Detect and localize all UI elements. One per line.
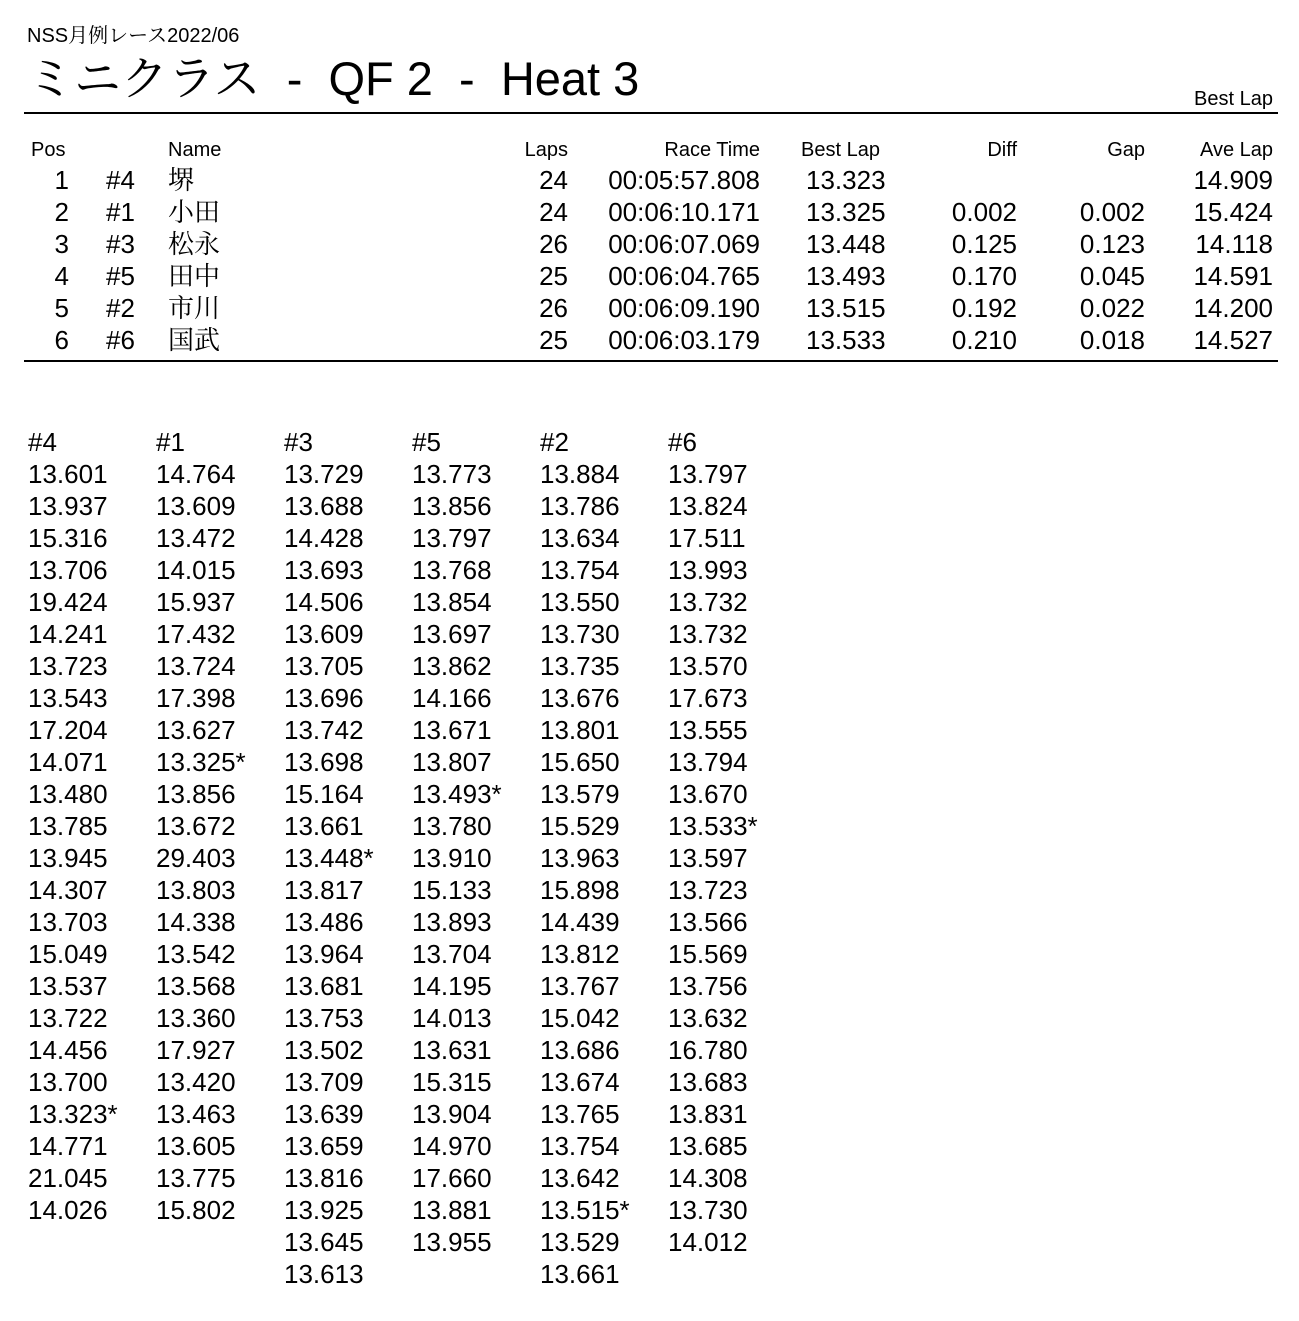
lap-time: 13.597 bbox=[668, 843, 748, 873]
result-best-lap: 13.325 bbox=[806, 197, 886, 227]
lap-time: 13.550 bbox=[540, 587, 620, 617]
results-header-row bbox=[0, 136, 1299, 164]
lap-time: 13.824 bbox=[668, 491, 748, 521]
lap-time: 13.683 bbox=[668, 1067, 748, 1097]
lap-time: 13.693 bbox=[284, 555, 364, 585]
lap-time: 13.696 bbox=[284, 683, 364, 713]
lap-time: 13.856 bbox=[156, 779, 236, 809]
lap-column bbox=[540, 426, 630, 1290]
lap-column bbox=[156, 426, 246, 1226]
lap-time: 13.767 bbox=[540, 971, 620, 1001]
lap-time: 13.856 bbox=[412, 491, 492, 521]
lap-time: 17.660 bbox=[412, 1163, 492, 1193]
lap-time: 13.325* bbox=[156, 747, 246, 777]
result-driver-name: 市川 bbox=[168, 293, 221, 323]
result-best-lap: 13.515 bbox=[806, 293, 886, 323]
lap-time: 15.529 bbox=[540, 811, 620, 841]
lap-time: 15.164 bbox=[284, 779, 364, 809]
lap-time: 29.403 bbox=[156, 843, 236, 873]
lap-time: 15.316 bbox=[28, 523, 108, 553]
lap-time: 15.049 bbox=[28, 939, 108, 969]
lap-time: 13.605 bbox=[156, 1131, 236, 1161]
col-ave-lap-header: Ave Lap bbox=[1199, 139, 1273, 161]
result-ave-lap: 14.591 bbox=[1193, 261, 1273, 291]
lap-time: 13.730 bbox=[540, 619, 620, 649]
result-row bbox=[0, 164, 1299, 196]
lap-time: 17.927 bbox=[156, 1035, 236, 1065]
lap-time: 13.566 bbox=[668, 907, 748, 937]
lap-time: 14.071 bbox=[28, 747, 108, 777]
lap-time: 13.801 bbox=[540, 715, 620, 745]
lap-time: 13.785 bbox=[28, 811, 108, 841]
results-table bbox=[0, 136, 1299, 356]
lap-time: 13.613 bbox=[284, 1259, 364, 1289]
lap-time: 15.133 bbox=[412, 875, 492, 905]
lap-time: 13.705 bbox=[284, 651, 364, 681]
lap-time: 14.015 bbox=[156, 555, 236, 585]
lap-time: 13.963 bbox=[540, 843, 620, 873]
lap-column bbox=[284, 426, 374, 1290]
lap-time: 13.537 bbox=[28, 971, 108, 1001]
result-gap: 0.018 bbox=[1079, 325, 1145, 355]
result-pos: 6 bbox=[54, 325, 69, 355]
lap-time: 13.463 bbox=[156, 1099, 236, 1129]
col-race-time-header: Race Time bbox=[664, 139, 760, 161]
lap-time: 13.706 bbox=[28, 555, 108, 585]
lap-time: 13.773 bbox=[412, 459, 492, 489]
result-car-number: #1 bbox=[106, 197, 135, 227]
lap-time: 13.732 bbox=[668, 619, 748, 649]
lap-time: 13.797 bbox=[668, 459, 748, 489]
col-best-lap-header: Best Lap bbox=[801, 139, 880, 161]
result-driver-name: 小田 bbox=[168, 197, 221, 227]
col-diff-header: Diff bbox=[987, 139, 1017, 161]
result-pos: 2 bbox=[54, 197, 69, 227]
lap-time: 13.700 bbox=[28, 1067, 108, 1097]
result-car-number: #3 bbox=[106, 229, 135, 259]
lap-time: 13.904 bbox=[412, 1099, 492, 1129]
result-driver-name: 田中 bbox=[168, 261, 221, 291]
lap-time: 13.775 bbox=[156, 1163, 236, 1193]
lap-time: 13.645 bbox=[284, 1227, 364, 1257]
result-pos: 3 bbox=[54, 229, 69, 259]
lap-time: 17.204 bbox=[28, 715, 108, 745]
lap-time: 13.686 bbox=[540, 1035, 620, 1065]
lap-time: 14.338 bbox=[156, 907, 236, 937]
result-row bbox=[0, 292, 1299, 324]
lap-time: 13.601 bbox=[28, 459, 108, 489]
lap-time: 13.754 bbox=[540, 555, 620, 585]
result-gap: 0.022 bbox=[1079, 293, 1145, 323]
lap-time: 13.631 bbox=[412, 1035, 492, 1065]
result-race-time: 00:05:57.808 bbox=[608, 165, 760, 195]
result-gap: 0.045 bbox=[1079, 261, 1145, 291]
result-best-lap: 13.493 bbox=[806, 261, 886, 291]
result-driver-name: 松永 bbox=[168, 229, 221, 259]
result-pos: 4 bbox=[54, 261, 69, 291]
lap-time: 13.893 bbox=[412, 907, 492, 937]
lap-column bbox=[28, 426, 118, 1226]
lap-time: 13.817 bbox=[284, 875, 364, 905]
col-gap-header: Gap bbox=[1107, 139, 1145, 161]
lap-time: 13.925 bbox=[284, 1195, 364, 1225]
lap-time: 13.765 bbox=[540, 1099, 620, 1129]
lap-time: 13.555 bbox=[668, 715, 748, 745]
result-laps: 26 bbox=[539, 229, 568, 259]
divider-top bbox=[24, 112, 1278, 114]
lap-time: 14.195 bbox=[412, 971, 492, 1001]
lap-time: 14.307 bbox=[28, 875, 108, 905]
lap-time: 13.735 bbox=[540, 651, 620, 681]
lap-time: 13.768 bbox=[412, 555, 492, 585]
lap-column-car-number: #3 bbox=[284, 427, 313, 457]
lap-time: 13.993 bbox=[668, 555, 748, 585]
results-body bbox=[0, 164, 1299, 356]
lap-time: 13.729 bbox=[284, 459, 364, 489]
result-car-number: #5 bbox=[106, 261, 135, 291]
lap-time: 13.661 bbox=[284, 811, 364, 841]
result-diff: 0.192 bbox=[951, 293, 1017, 323]
race-subtitle: NSS月例レース2022/06 bbox=[27, 25, 240, 47]
lap-time: 13.724 bbox=[156, 651, 236, 681]
lap-time: 13.671 bbox=[412, 715, 492, 745]
lap-time: 13.704 bbox=[412, 939, 492, 969]
lap-time: 13.862 bbox=[412, 651, 492, 681]
lap-time: 13.964 bbox=[284, 939, 364, 969]
lap-time: 17.673 bbox=[668, 683, 748, 713]
lap-time: 13.730 bbox=[668, 1195, 748, 1225]
lap-time: 13.742 bbox=[284, 715, 364, 745]
lap-time: 13.854 bbox=[412, 587, 492, 617]
lap-time: 15.569 bbox=[668, 939, 748, 969]
lap-time: 17.398 bbox=[156, 683, 236, 713]
lap-time: 13.685 bbox=[668, 1131, 748, 1161]
lap-time: 13.568 bbox=[156, 971, 236, 1001]
lap-time: 13.797 bbox=[412, 523, 492, 553]
lap-time: 13.533* bbox=[668, 811, 758, 841]
lap-column-car-number: #5 bbox=[412, 427, 441, 457]
lap-time: 13.570 bbox=[668, 651, 748, 681]
lap-column bbox=[668, 426, 758, 1258]
lap-time: 13.698 bbox=[284, 747, 364, 777]
lap-time: 13.529 bbox=[540, 1227, 620, 1257]
lap-time: 13.723 bbox=[668, 875, 748, 905]
result-laps: 25 bbox=[539, 325, 568, 355]
lap-time: 14.970 bbox=[412, 1131, 492, 1161]
lap-time: 15.042 bbox=[540, 1003, 620, 1033]
lap-time: 13.955 bbox=[412, 1227, 492, 1257]
lap-time: 15.937 bbox=[156, 587, 236, 617]
lap-column-car-number: #4 bbox=[28, 427, 57, 457]
result-laps: 25 bbox=[539, 261, 568, 291]
lap-time: 14.456 bbox=[28, 1035, 108, 1065]
result-diff: 0.210 bbox=[951, 325, 1017, 355]
lap-time: 14.241 bbox=[28, 619, 108, 649]
lap-time: 14.026 bbox=[28, 1195, 108, 1225]
lap-time: 13.688 bbox=[284, 491, 364, 521]
lap-time: 14.166 bbox=[412, 683, 492, 713]
lap-time: 13.609 bbox=[284, 619, 364, 649]
result-car-number: #6 bbox=[106, 325, 135, 355]
lap-time: 13.676 bbox=[540, 683, 620, 713]
lap-time: 13.831 bbox=[668, 1099, 748, 1129]
lap-time: 14.439 bbox=[540, 907, 620, 937]
lap-time: 13.448* bbox=[284, 843, 374, 873]
lap-time: 13.543 bbox=[28, 683, 108, 713]
result-race-time: 00:06:10.171 bbox=[608, 197, 760, 227]
result-race-time: 00:06:09.190 bbox=[608, 293, 760, 323]
result-diff: 0.125 bbox=[951, 229, 1017, 259]
lap-time: 13.812 bbox=[540, 939, 620, 969]
lap-time: 13.515* bbox=[540, 1195, 630, 1225]
lap-time: 13.420 bbox=[156, 1067, 236, 1097]
lap-time: 14.012 bbox=[668, 1227, 748, 1257]
lap-time: 13.480 bbox=[28, 779, 108, 809]
lap-time: 13.642 bbox=[540, 1163, 620, 1193]
lap-time: 13.786 bbox=[540, 491, 620, 521]
lap-time: 14.771 bbox=[28, 1131, 108, 1161]
lap-time: 14.764 bbox=[156, 459, 236, 489]
result-ave-lap: 14.909 bbox=[1193, 165, 1273, 195]
lap-time: 13.323* bbox=[28, 1099, 118, 1129]
result-gap: 0.002 bbox=[1079, 197, 1145, 227]
result-driver-name: 国武 bbox=[168, 325, 221, 355]
lap-time: 13.754 bbox=[540, 1131, 620, 1161]
lap-time: 13.910 bbox=[412, 843, 492, 873]
lap-time: 13.807 bbox=[412, 747, 492, 777]
lap-time: 13.627 bbox=[156, 715, 236, 745]
lap-time: 13.723 bbox=[28, 651, 108, 681]
lap-time: 21.045 bbox=[28, 1163, 108, 1193]
col-name-header: Name bbox=[168, 139, 222, 161]
lap-time: 13.639 bbox=[284, 1099, 364, 1129]
lap-time: 19.424 bbox=[28, 587, 108, 617]
result-row bbox=[0, 260, 1299, 292]
result-best-lap: 13.323 bbox=[806, 165, 886, 195]
result-ave-lap: 14.527 bbox=[1193, 325, 1273, 355]
lap-time: 15.898 bbox=[540, 875, 620, 905]
lap-time: 17.511 bbox=[668, 523, 746, 553]
result-pos: 1 bbox=[54, 165, 69, 195]
lap-time: 13.579 bbox=[540, 779, 620, 809]
lap-time: 13.816 bbox=[284, 1163, 364, 1193]
lap-time: 13.884 bbox=[540, 459, 620, 489]
result-row bbox=[0, 196, 1299, 228]
lap-time: 14.506 bbox=[284, 587, 364, 617]
lap-time: 13.780 bbox=[412, 811, 492, 841]
best-lap-caption: Best Lap bbox=[1194, 88, 1273, 110]
lap-time: 15.315 bbox=[412, 1067, 492, 1097]
lap-time: 13.661 bbox=[540, 1259, 620, 1289]
lap-time: 13.803 bbox=[156, 875, 236, 905]
lap-time: 13.709 bbox=[284, 1067, 364, 1097]
lap-time: 15.650 bbox=[540, 747, 620, 777]
lap-time: 13.697 bbox=[412, 619, 492, 649]
result-race-time: 00:06:07.069 bbox=[608, 229, 760, 259]
lap-time: 13.732 bbox=[668, 587, 748, 617]
result-race-time: 00:06:04.765 bbox=[608, 261, 760, 291]
lap-time: 13.937 bbox=[28, 491, 108, 521]
lap-time: 13.703 bbox=[28, 907, 108, 937]
lap-time: 13.945 bbox=[28, 843, 108, 873]
result-car-number: #4 bbox=[106, 165, 135, 195]
lap-time: 16.780 bbox=[668, 1035, 748, 1065]
lap-time: 13.672 bbox=[156, 811, 236, 841]
lap-time: 17.432 bbox=[156, 619, 236, 649]
result-car-number: #2 bbox=[106, 293, 135, 323]
lap-time: 13.502 bbox=[284, 1035, 364, 1065]
result-pos: 5 bbox=[54, 293, 69, 323]
lap-time: 13.794 bbox=[668, 747, 748, 777]
result-ave-lap: 15.424 bbox=[1193, 197, 1273, 227]
result-laps: 26 bbox=[539, 293, 568, 323]
lap-time: 13.881 bbox=[412, 1195, 492, 1225]
lap-column-car-number: #2 bbox=[540, 427, 569, 457]
result-race-time: 00:06:03.179 bbox=[608, 325, 760, 355]
result-row bbox=[0, 228, 1299, 260]
lap-time: 13.542 bbox=[156, 939, 236, 969]
result-ave-lap: 14.118 bbox=[1195, 229, 1273, 259]
lap-time: 13.722 bbox=[28, 1003, 108, 1033]
lap-column-car-number: #1 bbox=[156, 427, 185, 457]
lap-time: 13.756 bbox=[668, 971, 748, 1001]
lap-time: 14.428 bbox=[284, 523, 364, 553]
race-title: ミニクラス - QF 2 - Heat 3 bbox=[27, 52, 640, 105]
result-diff: 0.002 bbox=[951, 197, 1017, 227]
lap-time: 13.493* bbox=[412, 779, 502, 809]
col-pos-header: Pos bbox=[31, 139, 66, 161]
lap-time: 14.013 bbox=[412, 1003, 492, 1033]
lap-time: 13.674 bbox=[540, 1067, 620, 1097]
lap-time: 14.308 bbox=[668, 1163, 748, 1193]
col-laps-header: Laps bbox=[524, 139, 568, 161]
lap-column-car-number: #6 bbox=[668, 427, 697, 457]
result-driver-name: 堺 bbox=[168, 165, 195, 195]
result-best-lap: 13.533 bbox=[806, 325, 886, 355]
lap-time: 13.659 bbox=[284, 1131, 364, 1161]
divider-bottom bbox=[24, 360, 1278, 362]
lap-time: 13.670 bbox=[668, 779, 748, 809]
lap-time: 13.360 bbox=[156, 1003, 236, 1033]
result-gap: 0.123 bbox=[1079, 229, 1145, 259]
result-ave-lap: 14.200 bbox=[1193, 293, 1273, 323]
lap-time: 15.802 bbox=[156, 1195, 236, 1225]
lap-time: 13.634 bbox=[540, 523, 620, 553]
lap-time: 13.632 bbox=[668, 1003, 748, 1033]
lap-time: 13.472 bbox=[156, 523, 236, 553]
result-row bbox=[0, 324, 1299, 356]
result-laps: 24 bbox=[539, 165, 568, 195]
lap-time: 13.609 bbox=[156, 491, 236, 521]
lap-time: 13.681 bbox=[284, 971, 364, 1001]
result-best-lap: 13.448 bbox=[806, 229, 886, 259]
result-diff: 0.170 bbox=[951, 261, 1017, 291]
lap-time: 13.753 bbox=[284, 1003, 364, 1033]
result-laps: 24 bbox=[539, 197, 568, 227]
lap-column bbox=[412, 426, 502, 1258]
lap-time: 13.486 bbox=[284, 907, 364, 937]
